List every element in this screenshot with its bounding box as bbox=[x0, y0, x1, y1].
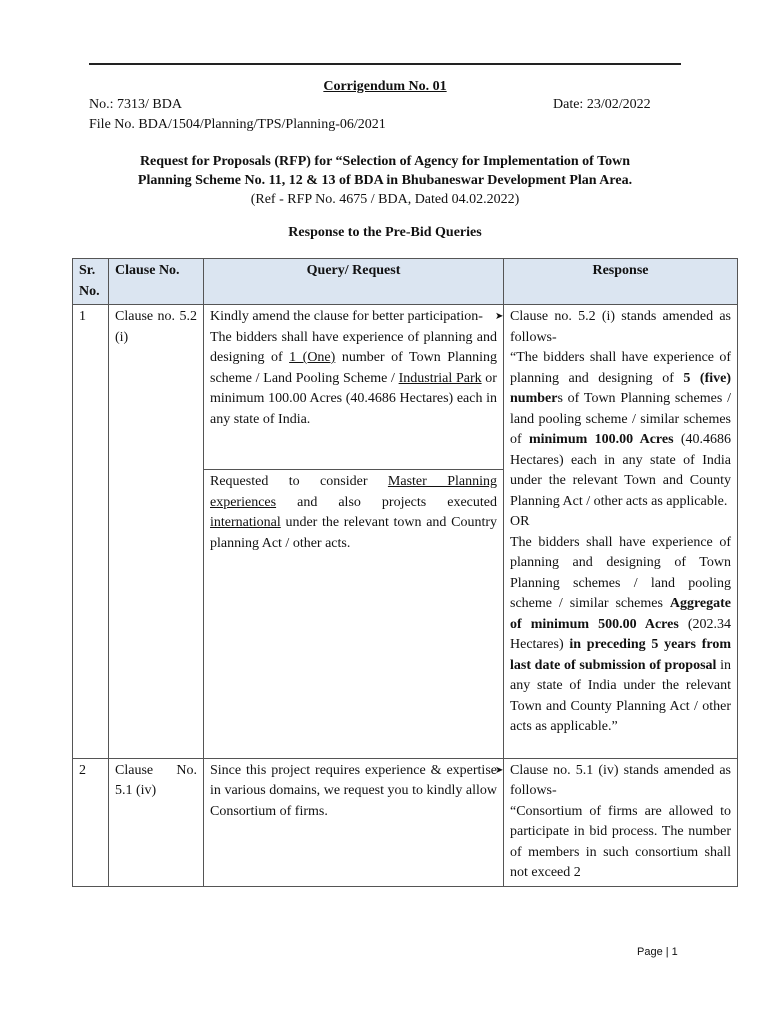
document-title: Corrigendum No. 01 bbox=[323, 79, 447, 94]
header-query: Query/ Request bbox=[204, 259, 504, 305]
section-title: Response to the Pre-Bid Queries bbox=[288, 225, 482, 240]
header-clause-no: Clause No. bbox=[109, 259, 204, 305]
rfp-line-1: Request for Proposals (RFP) for “Selection of Agency for Implementation of Town bbox=[139, 154, 631, 169]
header-response: Response bbox=[504, 259, 738, 305]
reference-number: No.: 7313/ BDA bbox=[89, 97, 182, 112]
row-sr: 2 bbox=[73, 758, 109, 886]
arrow-bullet-icon: ➤ bbox=[495, 764, 504, 776]
arrow-bullet-icon: ➤ bbox=[495, 311, 504, 322]
row-response: ➤ Clause no. 5.2 (i) stands amended as follows- “The bidders shall have experience of planning and designing of 5 (five) numbers of Town Planning schemes / land pooling scheme / similar schemes of minimum 100.00 Acres (40.4686 Hectares) each in any state of India under the relevant Town and County Planning Act / other acts as applicable. OR The bidders shall have experience of planning and designing of Town Planning schemes / land pooling scheme / similar schemes Aggregate of minimum 500.00 Acres (202.34 Hectares) in preceding 5 years from last date of submission of proposal in any state of India under the relevant Town and County Planning Act / other acts as applicable.” bbox=[504, 305, 738, 759]
header-rule bbox=[89, 63, 681, 65]
row-clause: Clause no. 5.2 (i) bbox=[109, 305, 204, 759]
table-header-row bbox=[73, 259, 738, 305]
rfp-reference: (Ref - RFP No. 4675 / BDA, Dated 04.02.2022) bbox=[250, 192, 520, 207]
rfp-line-2: Planning Scheme No. 11, 12 & 13 of BDA in Bhubaneswar Development Plan Area. bbox=[137, 173, 633, 188]
file-number: File No. BDA/1504/Planning/TPS/Planning-06/2021 bbox=[89, 117, 386, 132]
prebid-query-table bbox=[72, 258, 738, 887]
document-date: Date: 23/02/2022 bbox=[553, 97, 651, 112]
table-row bbox=[73, 305, 738, 470]
row-response: ➤ Clause no. 5.1 (iv) stands amended as follows- “Consortium of firms are allowed to participate in bid process. The number of members in such consortium shall not exceed 2 bbox=[504, 758, 738, 886]
row-query: Kindly amend the clause for better participation- The bidders shall have experience of planning and designing of 1 (One) number of Town Planning scheme / Land Pooling Scheme / Industrial Park or minimum 100.00 Acres (40.4686 Hectares) each in any state of India. bbox=[204, 305, 504, 470]
row-query-2: Requested to consider Master Planning experiences and also projects executed international under the relevant town and Country planning Act / other acts. bbox=[204, 470, 504, 759]
table-row bbox=[73, 758, 738, 886]
row-sr: 1 bbox=[73, 305, 109, 759]
row-query: Since this project requires experience & expertise in various domains, we request you to kindly allow Consortium of firms. bbox=[204, 758, 504, 886]
row-clause: Clause No. 5.1 (iv) bbox=[109, 758, 204, 886]
header-sr-no: Sr. No. bbox=[73, 259, 109, 305]
page-number: Page | 1 bbox=[637, 946, 678, 958]
rfp-heading bbox=[60, 152, 710, 209]
